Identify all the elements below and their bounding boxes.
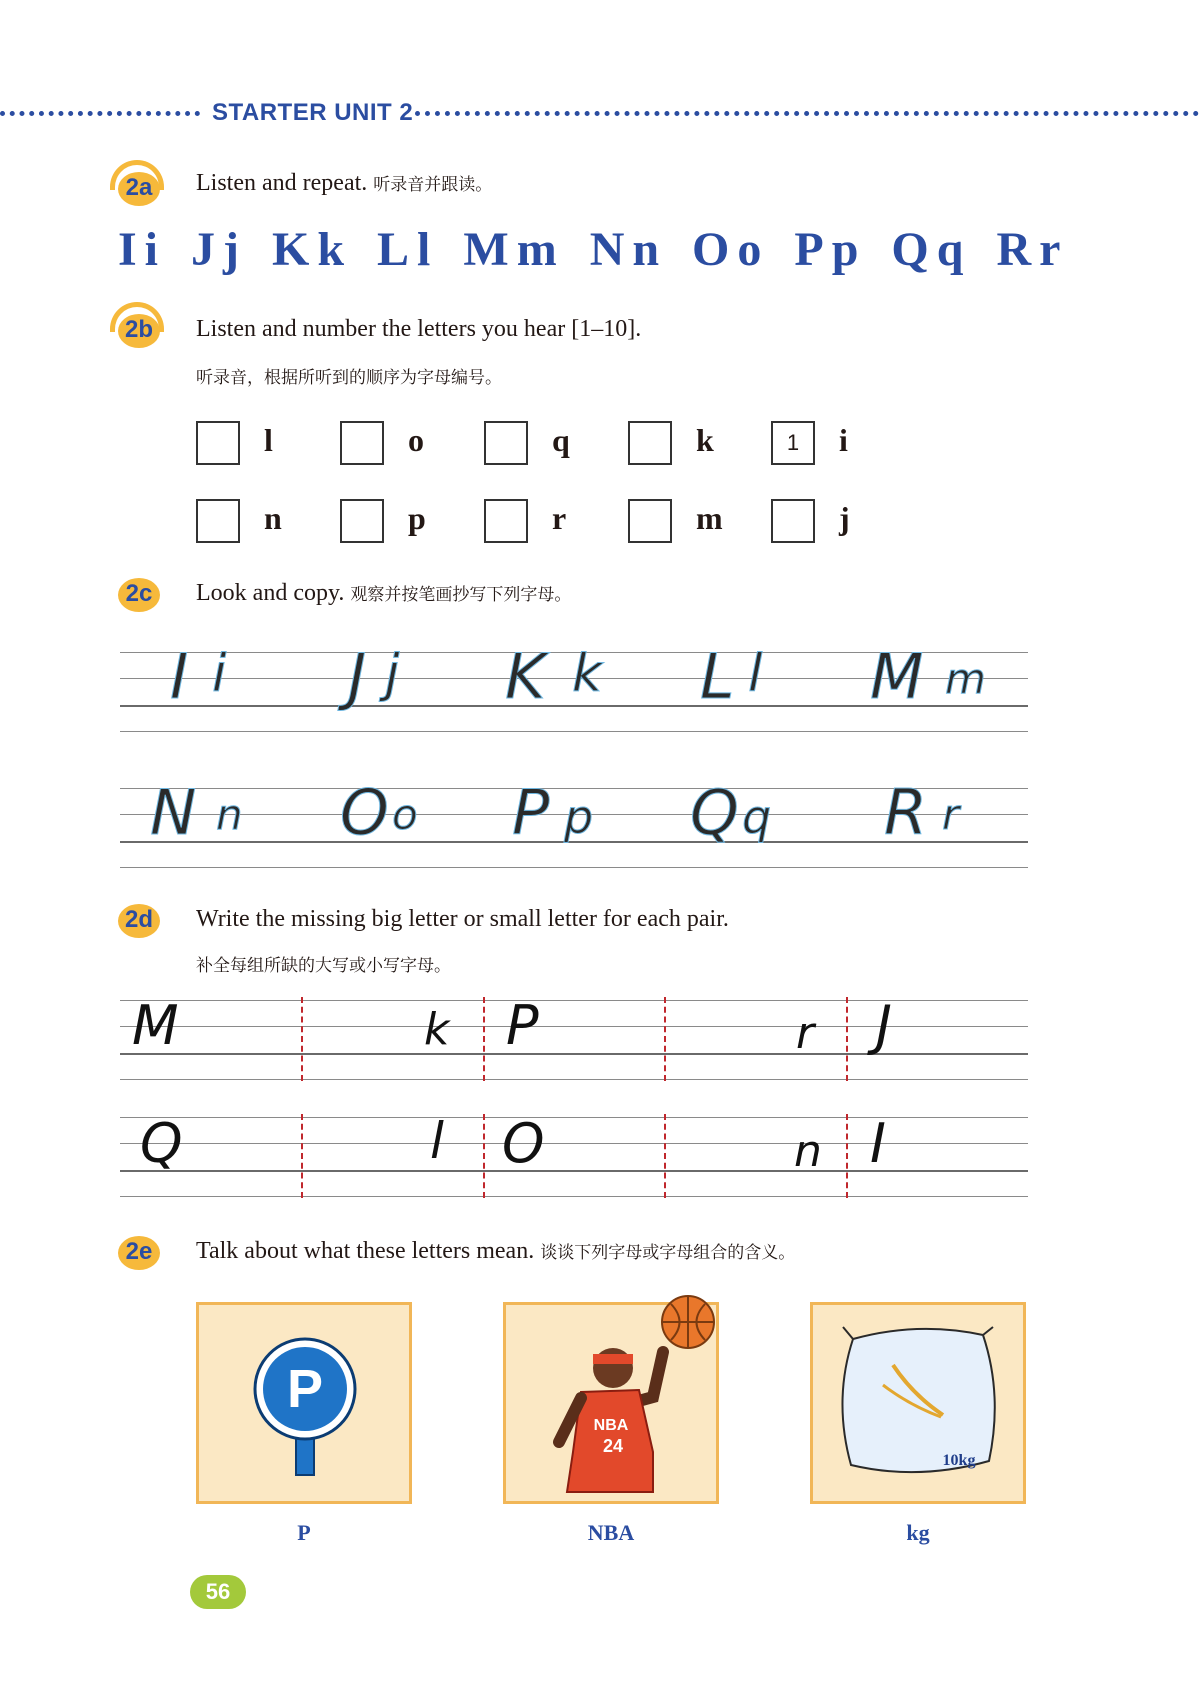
- trace-letter: r: [942, 790, 960, 839]
- number-box-i[interactable]: 1: [771, 421, 815, 465]
- instruction-2d-cn: 补全每组所缺的大写或小写字母。: [196, 956, 451, 976]
- trace-letter: m: [945, 654, 986, 703]
- caption-p: P: [297, 1520, 311, 1545]
- letter-n: n: [264, 500, 282, 536]
- letter-pair: Oo: [692, 223, 770, 276]
- instruction-2a: Listen and repeat. 听录音并跟读。: [196, 170, 493, 196]
- instruction-2c: Look and copy. 观察并按笔画抄写下列字母。: [196, 580, 572, 606]
- pair-divider: [301, 997, 303, 1081]
- pair-divider: [846, 1114, 848, 1198]
- letter-p: p: [408, 500, 426, 536]
- writing-line: [120, 1117, 1028, 1118]
- number-box-o[interactable]: [340, 421, 384, 465]
- trace-letter: O: [340, 776, 389, 849]
- badge-2d: 2d: [110, 900, 162, 940]
- letter-pair: Ll: [377, 223, 439, 276]
- badge-2c: 2c: [110, 574, 162, 614]
- letter-j: j: [839, 500, 850, 536]
- trace-letter: k: [572, 644, 603, 704]
- jersey-number: 24: [602, 1436, 624, 1456]
- letter-pair: Mm: [463, 223, 565, 276]
- picture-basketball-player: [503, 1302, 719, 1504]
- trace-letter: p: [564, 790, 594, 844]
- given-letter: r: [796, 1008, 815, 1059]
- instruction-2d-en: Write the missing big letter or small letter for each pair.: [196, 906, 729, 932]
- letter-pair: Rr: [996, 223, 1069, 276]
- letter-pair: Ii: [118, 223, 167, 276]
- given-letter: n: [794, 1126, 822, 1177]
- given-letter: M: [132, 994, 179, 1057]
- number-box-r[interactable]: [484, 499, 528, 543]
- number-box-j[interactable]: [771, 499, 815, 543]
- writing-line: [120, 1196, 1028, 1197]
- given-letter: Q: [140, 1112, 183, 1175]
- letter-i: i: [839, 422, 848, 458]
- writing-baseline: [120, 1170, 1028, 1172]
- page-number: 56: [190, 1575, 246, 1609]
- jersey-text: NBA: [593, 1417, 629, 1434]
- letter-o: o: [408, 422, 424, 458]
- given-letter: k: [424, 1004, 450, 1055]
- trace-letter: M: [870, 640, 924, 713]
- pair-divider: [664, 997, 666, 1081]
- number-box-p[interactable]: [340, 499, 384, 543]
- instruction-2b-en: Listen and number the letters you hear [1–10].: [196, 316, 642, 342]
- number-box-m[interactable]: [628, 499, 672, 543]
- writing-line: [120, 867, 1028, 868]
- instruction-2e: Talk about what these letters mean. 谈谈下列字母或字母组合的含义。: [196, 1238, 796, 1264]
- pair-divider: [664, 1114, 666, 1198]
- pair-divider: [483, 997, 485, 1081]
- trace-letter: N: [150, 776, 197, 849]
- trace-letter: L: [700, 640, 735, 713]
- header-dots-right: [415, 111, 1199, 116]
- trace-letter: Q: [690, 776, 739, 849]
- trace-letter: J: [348, 640, 367, 713]
- badge-2b: 2b: [110, 310, 162, 350]
- letter-pair: Qq: [891, 223, 972, 276]
- caption-nba: NBA: [587, 1520, 635, 1545]
- trace-letter: n: [216, 790, 243, 839]
- number-box-q[interactable]: [484, 421, 528, 465]
- letter-l: l: [264, 422, 273, 458]
- trace-letter: I: [170, 640, 189, 713]
- badge-2e: 2e: [110, 1232, 162, 1272]
- pair-divider: [846, 997, 848, 1081]
- writing-line: [120, 731, 1028, 732]
- trace-letter: q: [742, 790, 772, 844]
- given-letter: P: [506, 994, 539, 1057]
- letter-q: q: [552, 422, 570, 458]
- writing-line: [120, 1079, 1028, 1080]
- letter-pairs-2a: [118, 222, 1093, 277]
- trace-letter: K: [505, 640, 546, 713]
- number-box-k[interactable]: [628, 421, 672, 465]
- trace-letter: R: [884, 776, 928, 849]
- trace-letter: l: [748, 644, 763, 704]
- given-letter: J: [876, 994, 892, 1057]
- given-letter: O: [502, 1112, 545, 1175]
- picture-parking-sign: [196, 1302, 412, 1504]
- rice-bag-icon: [813, 1305, 1023, 1501]
- letter-pair: Nn: [589, 223, 668, 276]
- picture-rice-bag: [810, 1302, 1026, 1504]
- header-dots-left: [0, 111, 200, 116]
- unit-title: STARTER UNIT 2: [212, 99, 414, 126]
- writing-line: [120, 1143, 1028, 1144]
- trace-letter: o: [392, 790, 418, 839]
- badge-2a: 2a: [110, 168, 162, 208]
- caption-kg: kg: [906, 1520, 930, 1545]
- sign-letter: P: [286, 1359, 324, 1419]
- instruction-2b-cn: 听录音，根据所听到的顺序为字母编号。: [196, 368, 502, 388]
- letter-pair: Jj: [191, 223, 247, 276]
- pair-divider: [483, 1114, 485, 1198]
- letter-m: m: [696, 500, 723, 536]
- letter-k: k: [696, 422, 714, 458]
- given-letter: I: [870, 1112, 886, 1175]
- given-letter: l: [430, 1112, 444, 1170]
- number-box-l[interactable]: [196, 421, 240, 465]
- bag-label: 10kg: [942, 1452, 976, 1469]
- trace-letter: i: [212, 644, 227, 704]
- basketball-player-icon: [503, 1302, 719, 1504]
- letter-pair: Pp: [794, 223, 867, 276]
- parking-sign-icon: [199, 1305, 409, 1501]
- trace-letter: P: [512, 776, 550, 849]
- trace-letter: j: [385, 644, 400, 704]
- letter-pair: Kk: [272, 223, 353, 276]
- pair-divider: [301, 1114, 303, 1198]
- letter-r: r: [552, 500, 567, 536]
- number-box-n[interactable]: [196, 499, 240, 543]
